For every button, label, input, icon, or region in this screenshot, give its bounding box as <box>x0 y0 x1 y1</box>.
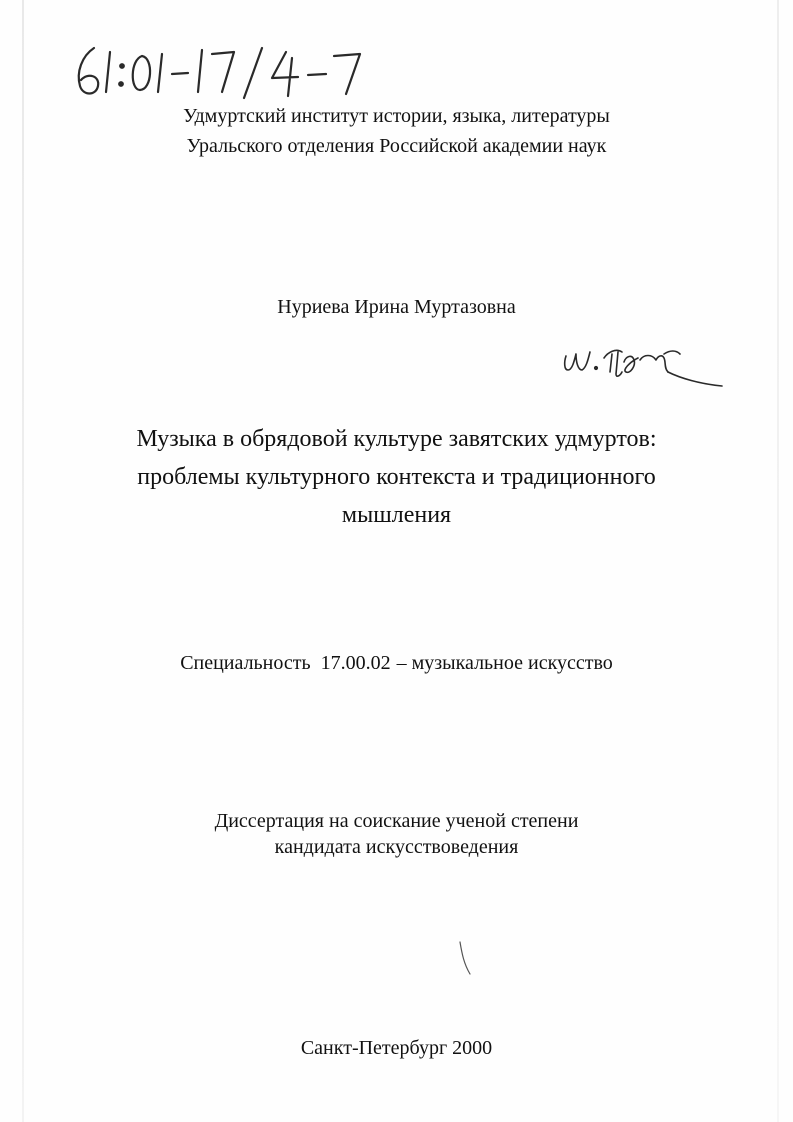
scan-right-edge <box>777 0 779 1122</box>
specialty-code: 17.00.02 <box>320 652 391 674</box>
specialty-label: Специальность <box>180 652 311 674</box>
degree-statement <box>0 808 793 860</box>
author-name <box>0 293 793 321</box>
author-signature <box>560 332 725 397</box>
author-name-text: Нуриева Ирина Муртазовна <box>277 296 516 318</box>
scan-left-edge <box>22 0 24 1122</box>
title-line-1: Музыка в обрядовой культуре завятских удмуртов: <box>136 426 657 452</box>
handwritten-catalogue-code <box>72 42 402 102</box>
institute-line-1: Удмуртский институт истории, языка, литературы <box>183 105 610 127</box>
title-line-3: мышления <box>341 502 452 528</box>
degree-line-1: Диссертация на соискание ученой степени <box>214 810 579 832</box>
title-line-2: проблемы культурного контекста и традиционного <box>137 464 656 490</box>
dissertation-title <box>0 420 793 534</box>
specialty-name: – музыкальное искусство <box>396 652 613 674</box>
specialty-text <box>0 649 793 677</box>
degree-line-2: кандидата искусствоведения <box>274 836 519 858</box>
institute-line-2: Уральского отделения Российской академии наук <box>186 135 607 157</box>
city-and-year <box>0 1034 793 1062</box>
institute-affiliation <box>0 101 793 161</box>
city-year-text: Санкт-Петербург 2000 <box>300 1037 493 1059</box>
stray-pencil-mark <box>456 940 476 980</box>
specialty-line <box>0 649 793 677</box>
